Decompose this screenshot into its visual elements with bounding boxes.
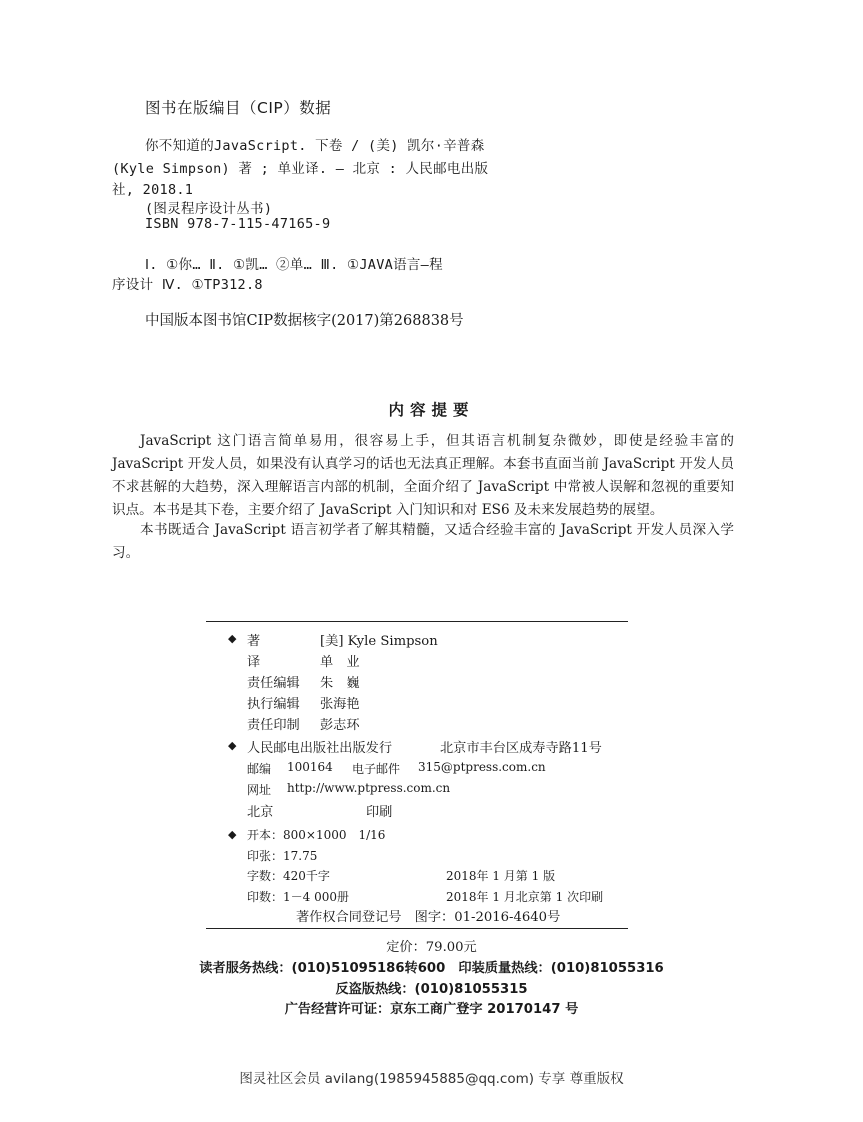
bullet-specs: ◆ — [228, 828, 237, 841]
spec-edition: 2018年 1 月第 1 版 — [446, 869, 556, 883]
print-value: 彭志环 — [320, 718, 360, 733]
cip-line-4: (图灵程序设计丛书) — [145, 201, 273, 217]
spec-copies: 印数：1－4 000册 — [247, 890, 349, 904]
cip-number: 中国版本图书馆CIP数据核字(2017)第268838号 — [145, 313, 464, 329]
email-label: 电子邮件 — [352, 762, 401, 776]
piracy-hotline: 反盗版热线：(010)81055315 — [335, 982, 528, 997]
exec-editor-value: 张海艳 — [320, 697, 360, 712]
print-label: 责任印制 — [247, 718, 300, 733]
postcode-value: 100164 — [287, 760, 333, 774]
url-value: http://www.ptpress.com.cn — [287, 781, 451, 795]
url-label: 网址 — [247, 783, 272, 797]
spec-sheets: 印张：17.75 — [247, 849, 318, 863]
service-hotline: 读者服务热线：(010)51095186转600 印装质量热线：(010)81055316 — [199, 961, 664, 976]
summary-title: 内容提要 — [388, 400, 475, 419]
copyright-registration: 著作权合同登记号 图字：01-2016-4640号 — [296, 910, 561, 925]
author-value: [美] Kyle Simpson — [320, 634, 438, 649]
print-city: 北京 — [247, 805, 274, 820]
translator-value: 单 业 — [320, 655, 360, 670]
cip-line-6: Ⅰ. ①你… Ⅱ. ①凯… ②单… Ⅲ. ①JAVA语言—程 — [145, 257, 443, 273]
print-word: 印刷 — [366, 805, 393, 820]
summary-paragraph-2: 本书既适合 JavaScript 语言初学者了解其精髓，又适合经验丰富的 JavaScript 开发人员深入学习。 — [112, 522, 734, 561]
spec-format: 开本：800×1000 1/16 — [247, 828, 386, 842]
exec-editor-label: 执行编辑 — [247, 697, 300, 712]
bottom-rule — [206, 928, 628, 929]
price: 定价：79.00元 — [386, 940, 477, 955]
email-value: 315@ptpress.com.cn — [418, 760, 546, 774]
translator-label: 译 — [247, 655, 261, 670]
editor-label: 责任编辑 — [247, 676, 300, 691]
publisher-address: 北京市丰台区成寿寺路11号 — [440, 741, 602, 756]
cip-line-7: 序设计 Ⅳ. ①TP312.8 — [112, 277, 263, 293]
cip-line-1: 你不知道的JavaScript. 下卷 / (美) 凯尔·辛普森 — [145, 138, 485, 154]
editor-value: 朱 巍 — [320, 676, 360, 691]
cip-line-5: ISBN 978-7-115-47165-9 — [145, 216, 331, 232]
cip-title: 图书在版编目（CIP）数据 — [145, 99, 332, 117]
spec-printing: 2018年 1 月北京第 1 次印刷 — [446, 890, 604, 904]
ad-license: 广告经营许可证：京东工商广登字 20170147 号 — [284, 1002, 579, 1017]
spec-words: 字数：420千字 — [247, 869, 330, 883]
cip-line-2: (Kyle Simpson) 著 ; 单业译. — 北京 : 人民邮电出版 — [112, 161, 489, 177]
bullet-credits: ◆ — [228, 632, 237, 645]
author-label: 著 — [247, 634, 261, 649]
top-rule — [206, 621, 628, 622]
publisher-name: 人民邮电出版社出版发行 — [247, 741, 393, 756]
summary-paragraph-1: JavaScript 这门语言简单易用，很容易上手，但其语言机制复杂微妙，即使是经验丰富的 JavaScript 开发人员，如果没有认真学习的话也无法真正理解。本套书直面当前 JavaScript 开发人员不求甚解的大趋势，深入理解语言内部的机制，全面介绍了 JavaScript 中常被人误解和忽视的重要知识点。本书是其下卷，主要介绍了 JavaScript 入门知识和对 ES6 及未来发展趋势的展望。 — [112, 433, 734, 518]
cip-line-3: 社, 2018.1 — [112, 182, 194, 198]
footer-watermark: 图灵社区会员 avilang(1985945885@qq.com) 专享 尊重版权 — [239, 1071, 624, 1087]
bullet-publisher: ◆ — [228, 739, 237, 752]
postcode-label: 邮编 — [247, 762, 272, 776]
